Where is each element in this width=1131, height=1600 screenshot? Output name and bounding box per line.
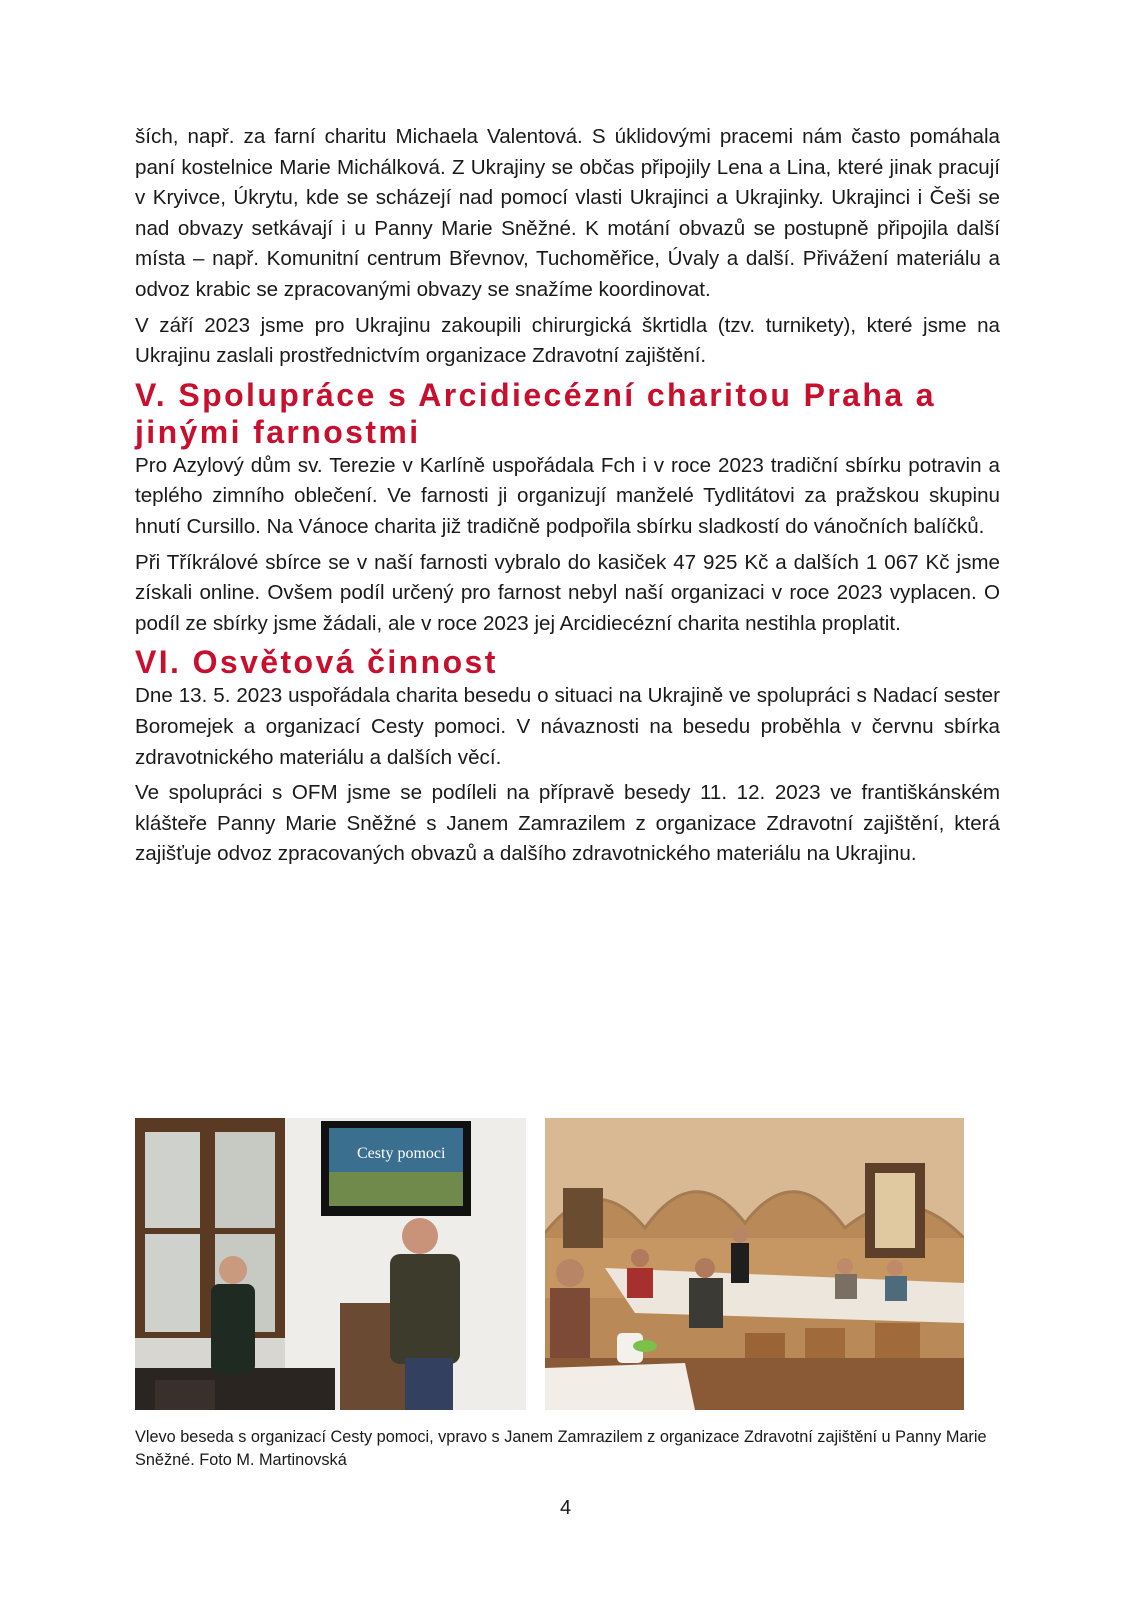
body-paragraph: V září 2023 jsme pro Ukrajinu zakoupili chirurgická škrtidla (tzv. turnikety), které jsme na Ukrajinu zaslali prostřednictvím organizace Zdravotní zajištění. xyxy=(135,313,1000,368)
section-heading-cooperation: V. Spolupráce s Arcidiecézní charitou Praha a jinými farnostmi xyxy=(135,376,936,450)
body-paragraph: Dne 13. 5. 2023 uspořádala charita besedu o situaci na Ukrajině ve spolupráci s Nadací sester Boromejek a organizací Cesty pomoci. V návaznosti na besedu proběhla v červnu sbírka zdravotnického materiálu a dalších věcí. xyxy=(135,684,1000,769)
tv-screen-text: Cesty pomoci xyxy=(357,1145,446,1162)
section-heading-education: VI. Osvětová činnost xyxy=(135,644,498,681)
page-content xyxy=(135,122,1000,875)
photo-caption: Vlevo beseda s organizací Cesty pomoci, vpravo s Janem Zamrazilem z organizace Zdravotní zajištění u Panny Marie Sněžné. Foto M. Martinovská xyxy=(135,1428,987,1469)
photo-meeting-vaulted-hall xyxy=(545,1118,964,1410)
page-number: 4 xyxy=(559,1497,572,1519)
body-paragraph: Ve spolupráci s OFM jsme se podíleli na přípravě besedy 11. 12. 2023 ve františkánském klášteře Panny Marie Sněžné s Janem Zamrazilem z organizace Zdravotní zajištění, která zajišťuje odvoz zpracovaných obvazů a dalšího zdravotnického materiálu na Ukrajinu. xyxy=(135,781,1000,866)
body-paragraph: ších, např. za farní charitu Michaela Valentová. S úklidovými pracemi nám často pomáhala paní kostelnice Marie Michálková. Z Ukrajiny se občas připojily Lena a Lina, které jinak pracují v Kryivce, Úkrytu, kde se scházejí nad pomocí vlasti Ukrajinci a Ukrajinky. Ukrajinci i Češi se nad obvazy setkávají i u Panny Marie Sněžné. K motání obvazů se postupně připojila další místa – např. Komunitní centrum Břevnov, Tuchoměřice, Úvaly a další. Přivážení materiálu a odvoz krabic se zpracovanými obvazy se snažíme koordinovat. xyxy=(135,125,1000,301)
photo-talk-cesty-pomoci xyxy=(135,1118,526,1410)
body-paragraph: Pro Azylový dům sv. Terezie v Karlíně uspořádala Fch i v roce 2023 tradiční sbírku potravin a teplého zimního oblečení. Ve farnosti ji organizují manželé Tydlitátovi za pražskou skupinu hnutí Cursillo. Na Vánoce charita již tradičně podpořila sbírku sladkostí do vánočních balíčků. xyxy=(135,453,1000,538)
body-paragraph: Při Tříkrálové sbírce se v naší farnosti vybralo do kasiček 47 925 Kč a dalších 1 067 Kč jsme získali online. Ovšem podíl určený pro farnost nebyl naší organizaci v roce 2023 vyplacen. O podíl ze sbírky jsme žádali, ale v roce 2023 jej Arcidiecézní charita nestihla proplatit. xyxy=(135,550,1000,635)
